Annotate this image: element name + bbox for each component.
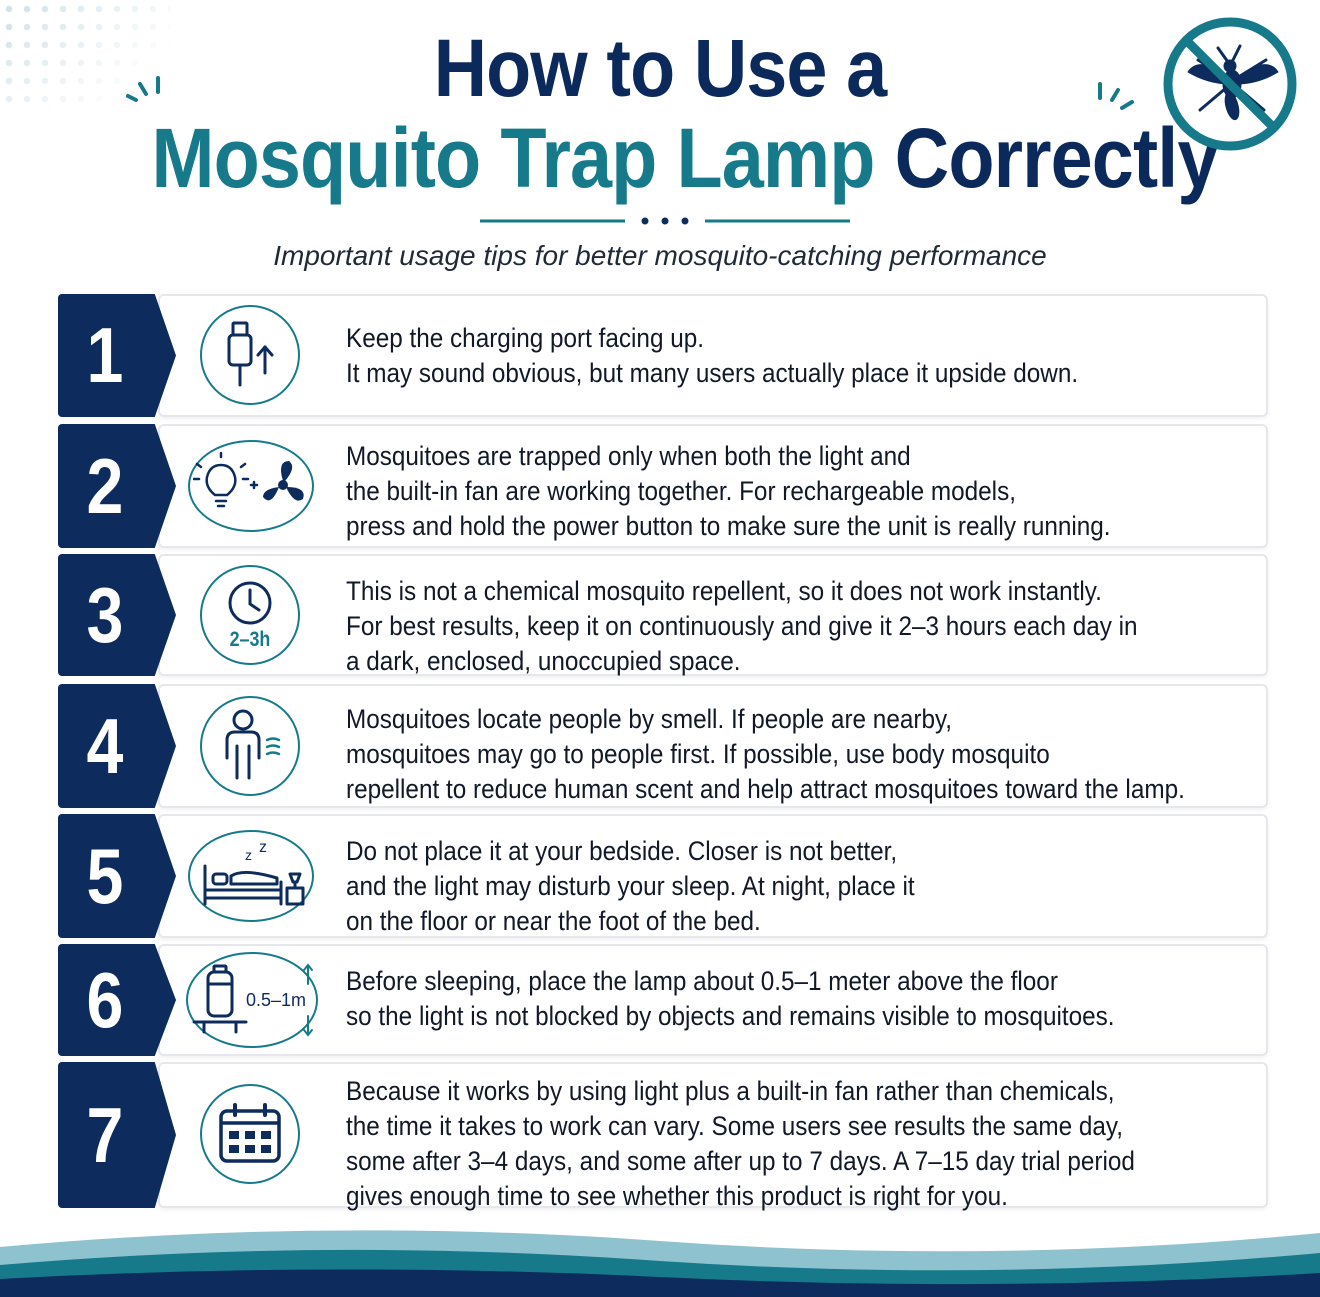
calendar-icon [200, 1084, 300, 1184]
no-mosquito-icon [1160, 14, 1300, 154]
clock-icon [200, 565, 300, 665]
page-title-line1: How to Use a [433, 23, 887, 114]
step-4 [58, 684, 1268, 808]
step-text [346, 574, 1183, 679]
step-text [346, 1074, 1183, 1214]
step-text [346, 321, 1183, 391]
step-2 [58, 424, 1268, 548]
step-text-line: gives enough time to see whether this product is right for you. [346, 1181, 1008, 1211]
step-text-line: and the light may disturb your sleep. At night, place it [346, 871, 915, 901]
step-text [346, 702, 1183, 807]
step-text-line: the built-in fan are working together. For rechargeable models, [346, 476, 1016, 506]
step-3 [58, 554, 1268, 676]
step-number: 7 [86, 1090, 124, 1179]
page-title-accent: Mosquito Trap Lamp [151, 111, 875, 205]
step-text-line: on the floor or near the foot of the bed. [346, 906, 761, 936]
step-number: 5 [86, 831, 124, 920]
charging-port-up-icon [200, 305, 300, 405]
step-text-line: Mosquitoes are trapped only when both the light and [346, 441, 911, 471]
page-title-line2 [114, 110, 1257, 207]
step-6 [58, 944, 1268, 1056]
step-text-line: repellent to reduce human scent and help attract mosquitoes toward the lamp. [346, 774, 1185, 804]
step-text-line: Mosquitoes locate people by smell. If people are nearby, [346, 704, 953, 734]
step-text-line: For best results, keep it on continuously and give it 2–3 hours each day in [346, 611, 1138, 641]
step-5 [58, 814, 1268, 938]
step-number: 4 [86, 701, 124, 790]
step-number: 3 [86, 570, 124, 659]
step-text-line: It may sound obvious, but many users actually place it upside down. [346, 358, 1079, 388]
step-text [346, 964, 1183, 1034]
step-text-line: so the light is not blocked by objects and remains visible to mosquitoes. [346, 1001, 1115, 1031]
step-number: 2 [86, 441, 124, 530]
step-text-line: Do not place it at your bedside. Closer is not better, [346, 836, 898, 866]
step-text-line: a dark, enclosed, unoccupied space. [346, 646, 741, 676]
person-scent-icon [200, 696, 300, 796]
step-text-line: This is not a chemical mosquito repellent, so it does not work instantly. [346, 576, 1102, 606]
sleep-z-small: z [245, 847, 252, 863]
step-1 [58, 294, 1268, 417]
bed-sleep-icon [188, 830, 314, 922]
step-text-line: Because it works by using light plus a built-in fan rather than chemicals, [346, 1076, 1115, 1106]
step-text-line: mosquitoes may go to people first. If possible, use body mosquito [346, 739, 1050, 769]
step-text [346, 834, 1183, 939]
height-label: 0.5–1m [246, 990, 307, 1010]
footer-wave [0, 1217, 1320, 1297]
step-text-line: Before sleeping, place the lamp about 0.5–1 meter above the floor [346, 966, 1058, 996]
sleep-z-large: z [259, 839, 267, 856]
step-number: 1 [86, 311, 124, 399]
light-plus-fan-icon [188, 440, 314, 532]
step-text-line: press and hold the power button to make sure the unit is really running. [346, 511, 1111, 541]
lamp-height-icon [186, 952, 318, 1048]
step-number: 6 [86, 955, 124, 1044]
page-subtitle: Important usage tips for better mosquito-catching performance [273, 240, 1047, 271]
title-divider [480, 213, 850, 229]
step-text-line: the time it takes to work can vary. Some users see results the same day, [346, 1111, 1124, 1141]
step-text [346, 439, 1183, 544]
step-text-line: Keep the charging port facing up. [346, 323, 705, 353]
step-text-line: some after 3–4 days, and some after up to 7 days. A 7–15 day trial period [346, 1146, 1135, 1176]
step-7 [58, 1062, 1268, 1211]
clock-duration-label: 2–3h [229, 628, 271, 651]
page-title-dark: Correctly [894, 111, 1219, 205]
